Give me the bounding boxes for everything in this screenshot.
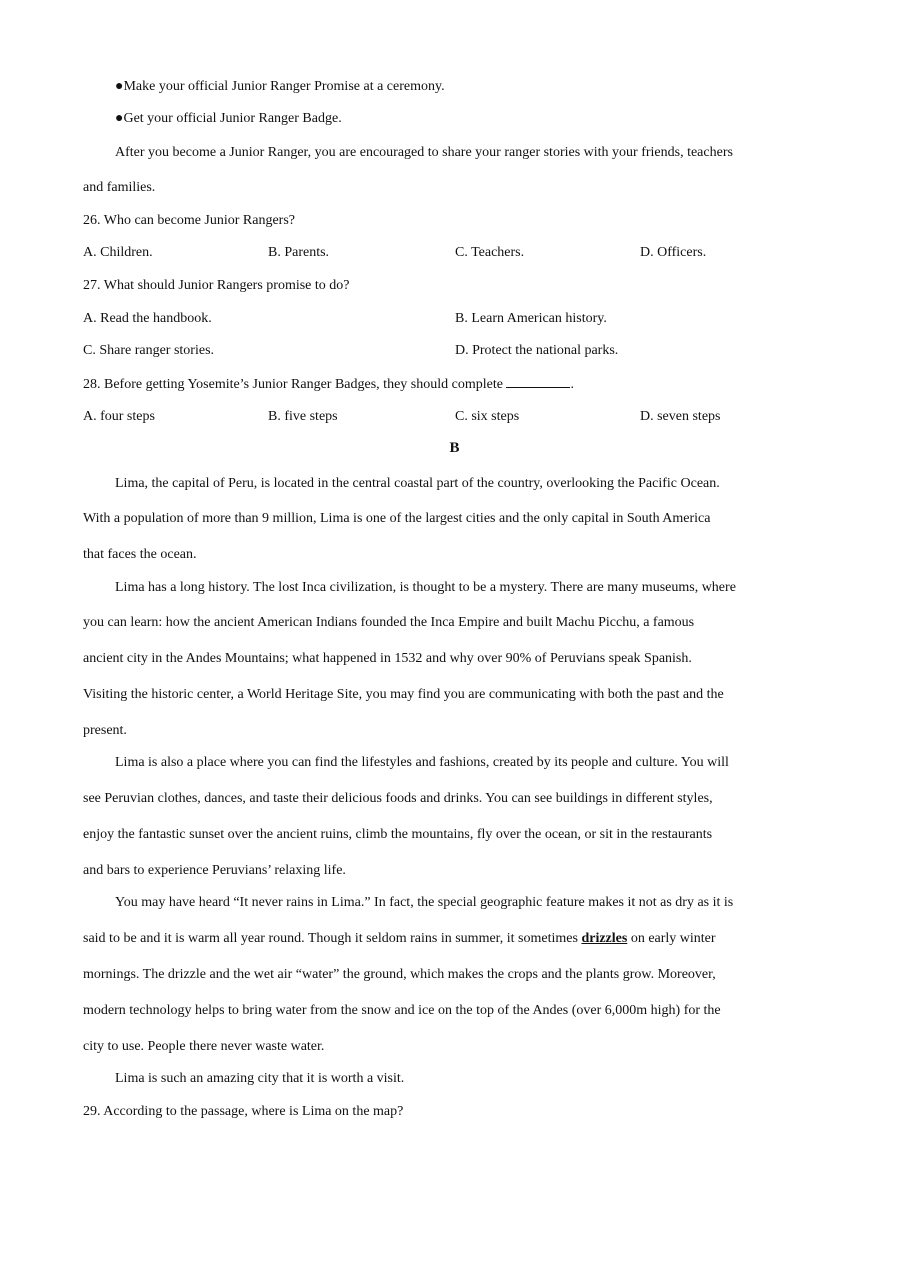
paragraph-3-line-2: see Peruvian clothes, dances, and taste their delicious foods and drinks. You can see buildings in different styles,	[83, 791, 713, 806]
question-28-option-b: B. five steps	[268, 409, 338, 424]
question-28-stem-end: .	[570, 377, 574, 392]
section-title: B	[449, 440, 460, 456]
question-28-option-d: D. seven steps	[640, 409, 721, 424]
question-26-stem: 26. Who can become Junior Rangers?	[83, 213, 296, 228]
question-27-option-c: C. Share ranger stories.	[83, 343, 215, 358]
paragraph-4-line-5: city to use. People there never waste water.	[83, 1039, 325, 1054]
paragraph-2-line-5: present.	[83, 723, 127, 738]
question-27-option-b: B. Learn American history.	[455, 311, 607, 326]
vocab-word-drizzles: drizzles	[581, 931, 628, 946]
paragraph-1-line-1: Lima, the capital of Peru, is located in the central coastal part of the country, overlooking the Pacific Ocean.	[115, 476, 720, 491]
question-26-option-b: B. Parents.	[268, 245, 330, 260]
question-26-option-c: C. Teachers.	[455, 245, 525, 260]
question-26-option-d: D. Officers.	[640, 245, 707, 260]
question-28-stem	[83, 375, 574, 394]
question-28-option-a: A. four steps	[83, 409, 155, 424]
question-28-stem-text: 28. Before getting Yosemite’s Junior Ranger Badges, they should complete	[83, 377, 507, 392]
question-28-option-c: C. six steps	[455, 409, 520, 424]
paragraph-2-line-3: ancient city in the Andes Mountains; what happened in 1532 and why over 90% of Peruvians speak Spanish.	[83, 651, 692, 666]
paragraph-1-line-2: With a population of more than 9 million, Lima is one of the largest cities and the only capital in South America	[83, 511, 711, 526]
paragraph-4-line-1: You may have heard “It never rains in Lima.” In fact, the special geographic feature makes it not as dry as it is	[115, 895, 734, 910]
paragraph-2-line-1: Lima has a long history. The lost Inca civilization, is thought to be a mystery. There are many museums, where	[115, 580, 736, 595]
paragraph-3-line-1: Lima is also a place where you can find the lifestyles and fashions, created by its people and culture. You will	[115, 755, 729, 770]
paragraph-4-line-2-after: on early winter	[627, 931, 716, 946]
question-27-option-d: D. Protect the national parks.	[455, 343, 619, 358]
paragraph-1-line-3: that faces the ocean.	[83, 547, 197, 562]
question-29-stem: 29. According to the passage, where is Lima on the map?	[83, 1104, 404, 1119]
paragraph-5: Lima is such an amazing city that it is worth a visit.	[115, 1071, 405, 1086]
paragraph-3-line-3: enjoy the fantastic sunset over the ancient ruins, climb the mountains, fly over the ocean, or sit in the restaurants	[83, 827, 713, 842]
paragraph-4-line-2	[83, 930, 716, 948]
paragraph-4-line-3: mornings. The drizzle and the wet air “water” the ground, which makes the crops and the plants grow. Moreover,	[83, 967, 716, 982]
paragraph-4-line-4: modern technology helps to bring water from the snow and ice on the top of the Andes (over 6,000m high) for the	[83, 1003, 721, 1018]
paragraph-2-line-2: you can learn: how the ancient American Indians founded the Inca Empire and built Machu Picchu, a famous	[83, 615, 695, 630]
closing-line-2: and families.	[83, 180, 156, 195]
bullet-badge: ●Get your official Junior Ranger Badge.	[115, 111, 342, 126]
question-26-option-a: A. Children.	[83, 245, 153, 260]
closing-line-1: After you become a Junior Ranger, you are encouraged to share your ranger stories with your friends, teachers	[115, 145, 733, 160]
answer-blank	[506, 375, 570, 388]
paragraph-3-line-4: and bars to experience Peruvians’ relaxing life.	[83, 863, 346, 878]
question-27-stem: 27. What should Junior Rangers promise to do?	[83, 278, 350, 293]
paragraph-4-line-2-before: said to be and it is warm all year round. Though it seldom rains in summer, it sometimes	[83, 931, 582, 946]
paragraph-2-line-4: Visiting the historic center, a World Heritage Site, you may find you are communicating with both the past and the	[83, 687, 724, 702]
question-27-option-a: A. Read the handbook.	[83, 311, 212, 326]
bullet-promise: ●Make your official Junior Ranger Promise at a ceremony.	[115, 79, 445, 94]
